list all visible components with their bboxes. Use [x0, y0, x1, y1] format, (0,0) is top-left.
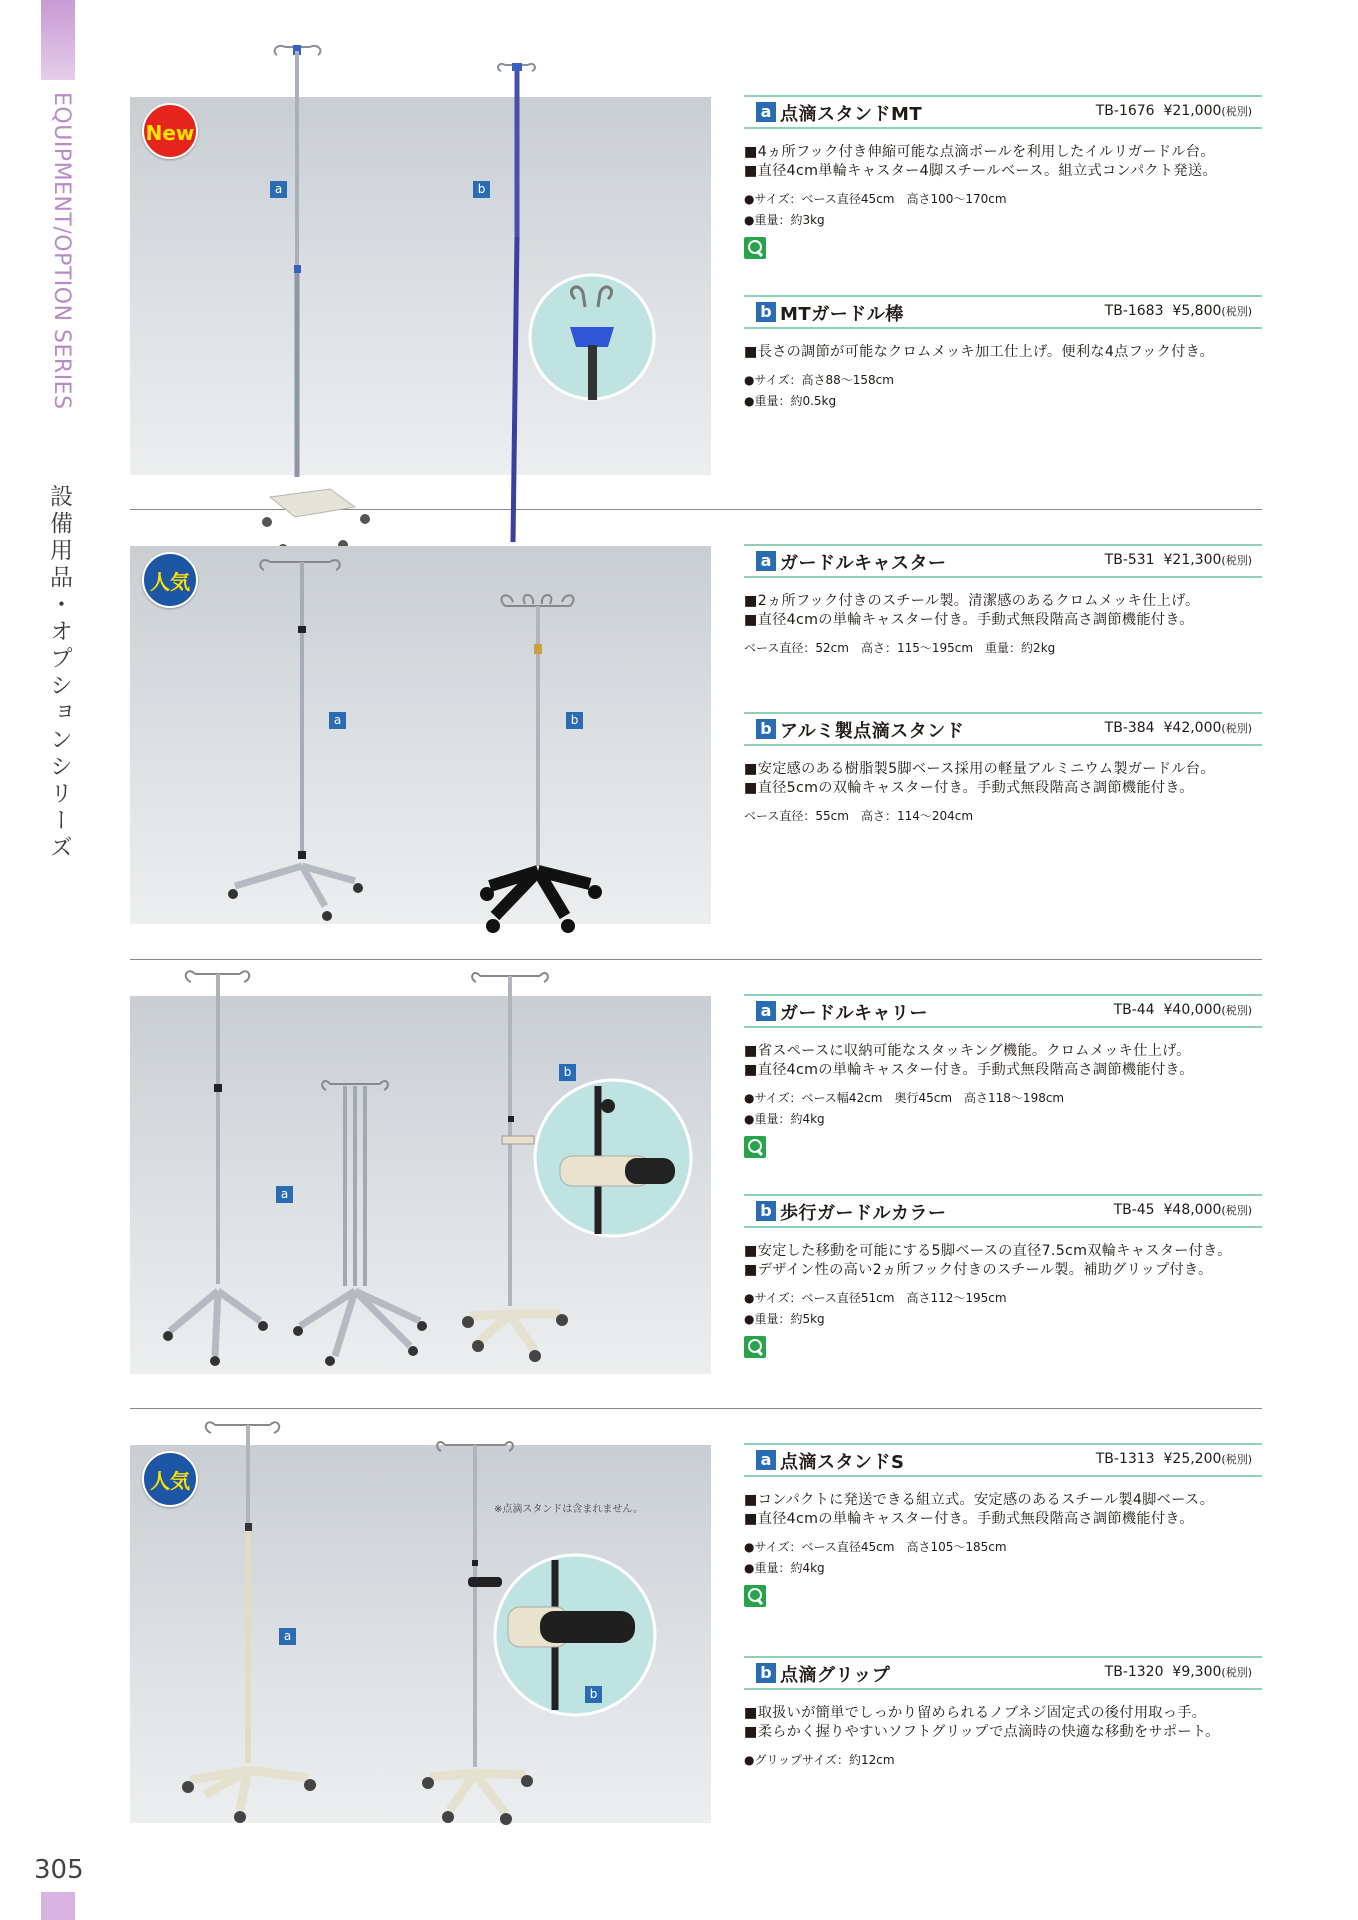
product-letter: b: [756, 719, 776, 739]
spec-line: ●サイズ：ベース直径45cm 高さ105～185cm: [744, 1540, 1007, 1554]
product-photo-iv-stand-mt: [130, 97, 711, 475]
product-header: [744, 1443, 1262, 1477]
product-letter: a: [756, 551, 776, 571]
popular-badge: 人気: [142, 552, 198, 608]
product-letter: a: [756, 1450, 776, 1470]
product-photo-iv-stand-s: [130, 1445, 711, 1823]
product-specs: [744, 1288, 1262, 1330]
product-code-price: [1105, 1664, 1252, 1680]
product-price: ¥48,000: [1163, 1202, 1222, 1218]
product-code: TB-1676: [1095, 103, 1155, 119]
product-b-iv-grip: [744, 1656, 1262, 1771]
product-description: [744, 760, 1262, 798]
photo-note: ※点滴スタンドは含まれません。: [494, 1504, 643, 1515]
product-name: MTガードル棒: [780, 304, 904, 325]
spec-line: ●サイズ：ベース直径45cm 高さ100～170cm: [744, 192, 1007, 206]
product-description: [744, 143, 1262, 181]
product-name: 点滴スタンドMT: [780, 104, 923, 125]
sidebar-accent-bar-bottom: [41, 1892, 75, 1920]
photo-label-b: b: [559, 1064, 576, 1081]
spec-line: ●グリップサイズ：約12cm: [744, 1753, 895, 1767]
product-specs: [744, 638, 1262, 659]
spec-line: ●重量：約3kg: [744, 213, 825, 227]
photo-label-a: a: [276, 1186, 293, 1203]
product-description: [744, 1242, 1262, 1280]
product-header: [744, 544, 1262, 578]
product-description: [744, 343, 1262, 362]
description-line: ■柔らかく握りやすいソフトグリップで点滴時の快適な移動をサポート。: [744, 1724, 1220, 1740]
product-specs: [744, 189, 1262, 231]
product-code: TB-1320: [1104, 1664, 1164, 1680]
product-code-price: [1096, 1451, 1252, 1467]
iv-stand-s-illustration: [130, 1385, 711, 1823]
product-a-iv-stand-mt: [744, 95, 1262, 259]
product-b-mt-girdle-rod: [744, 295, 1262, 412]
product-description: [744, 1491, 1262, 1529]
product-a-iv-stand-s: [744, 1443, 1262, 1607]
product-name: 点滴グリップ: [780, 1665, 891, 1686]
new-badge: New: [142, 103, 198, 159]
spec-line: ベース直径：55cm 高さ：114～204cm: [744, 809, 974, 823]
product-price: ¥9,300: [1172, 1664, 1222, 1680]
photo-label-a: a: [270, 181, 287, 198]
page-number: 305: [34, 1855, 84, 1885]
product-specs: [744, 806, 1262, 827]
description-line: ■取扱いが簡単でしっかり留められるノブネジ固定式の後付用取っ手。: [744, 1705, 1207, 1721]
product-specs: [744, 1088, 1262, 1130]
product-description: [744, 1704, 1262, 1742]
product-code-price: [1114, 1202, 1252, 1218]
photo-label-a: a: [279, 1628, 296, 1645]
zoom-icon[interactable]: [744, 1136, 766, 1158]
product-header: [744, 95, 1262, 129]
tax-note: (税別): [1221, 1204, 1252, 1217]
product-name: ガードルキャリー: [780, 1003, 928, 1024]
zoom-icon[interactable]: [744, 237, 766, 259]
product-price: ¥40,000: [1163, 1002, 1222, 1018]
description-line: ■2ヵ所フック付きのスチール製。清潔感のあるクロムメッキ仕上げ。: [744, 593, 1200, 609]
product-photo-girdle-caster: [130, 546, 711, 924]
spec-line: ●サイズ：ベース幅42cm 奥行45cm 高さ118～198cm: [744, 1091, 1065, 1105]
description-line: ■直径4cmの単輪キャスター付き。手動式無段階高さ調節機能付き。: [744, 1511, 1194, 1527]
product-name: ガードルキャスター: [780, 553, 947, 574]
product-name: 点滴スタンドS: [780, 1452, 905, 1473]
spec-line: ●重量：約4kg: [744, 1561, 825, 1575]
product-code: TB-44: [1113, 1002, 1155, 1018]
product-description: [744, 592, 1262, 630]
product-a-girdle-caster: [744, 544, 1262, 659]
tax-note: (税別): [1221, 722, 1252, 735]
product-code: TB-384: [1104, 720, 1155, 736]
product-header: [744, 994, 1262, 1028]
product-code-price: [1096, 103, 1252, 119]
product-b-aluminum-iv-stand: [744, 712, 1262, 827]
product-letter: a: [756, 102, 776, 122]
spec-line: ●重量：約4kg: [744, 1112, 825, 1126]
product-code-price: [1105, 720, 1252, 736]
spec-line: ●重量：約0.5kg: [744, 394, 837, 408]
photo-label-b: b: [585, 1686, 602, 1703]
tax-note: (税別): [1221, 1453, 1252, 1466]
product-description: [744, 1042, 1262, 1080]
description-line: ■安定した移動を可能にする5脚ベースの直径7.5cm双輪キャスター付き。: [744, 1243, 1232, 1259]
product-code: TB-45: [1113, 1202, 1155, 1218]
product-code-price: [1105, 552, 1252, 568]
product-price: ¥25,200: [1163, 1451, 1222, 1467]
girdle-caster-illustration: [130, 486, 711, 924]
zoom-icon[interactable]: [744, 1585, 766, 1607]
zoom-icon[interactable]: [744, 1336, 766, 1358]
description-line: ■省スペースに収納可能なスタッキング機能。クロムメッキ仕上げ。: [744, 1043, 1191, 1059]
tax-note: (税別): [1221, 105, 1252, 118]
description-line: ■コンパクトに発送できる組立式。安定感のあるスチール製4脚ベース。: [744, 1492, 1215, 1508]
product-code-price: [1105, 303, 1252, 319]
product-header: [744, 1194, 1262, 1228]
photo-label-a: a: [329, 712, 346, 729]
tax-note: (税別): [1221, 1004, 1252, 1017]
product-name: 歩行ガードルカラー: [780, 1203, 947, 1224]
product-code-price: [1114, 1002, 1252, 1018]
iv-stand-illustration: [130, 37, 711, 475]
product-price: ¥42,000: [1163, 720, 1222, 736]
description-line: ■安定感のある樹脂製5脚ベース採用の軽量アルミニウム製ガードル台。: [744, 761, 1215, 777]
product-b-walking-girdle-color: [744, 1194, 1262, 1358]
description-line: ■長さの調節が可能なクロムメッキ加工仕上げ。便利な4点フック付き。: [744, 344, 1215, 360]
product-letter: b: [756, 1201, 776, 1221]
description-line: ■デザイン性の高い2ヵ所フック付きのスチール製。補助グリップ付き。: [744, 1262, 1213, 1278]
photo-label-b: b: [566, 712, 583, 729]
product-letter: a: [756, 1001, 776, 1021]
description-line: ■直径4cmの単輪キャスター付き。手動式無段階高さ調節機能付き。: [744, 612, 1194, 628]
spec-line: ●サイズ：高さ88～158cm: [744, 373, 894, 387]
spec-line: ●重量：約5kg: [744, 1312, 825, 1326]
product-code: TB-1313: [1095, 1451, 1155, 1467]
product-header: [744, 1656, 1262, 1690]
spec-line: ベース直径：52cm 高さ：115～195cm 重量：約2kg: [744, 641, 1056, 655]
product-letter: b: [756, 302, 776, 322]
product-specs: [744, 1750, 1262, 1771]
product-code: TB-531: [1104, 552, 1155, 568]
product-price: ¥21,000: [1163, 103, 1222, 119]
description-line: ■直径5cmの双輪キャスター付き。手動式無段階高さ調節機能付き。: [744, 780, 1194, 796]
product-letter: b: [756, 1663, 776, 1683]
girdle-carry-illustration: [130, 936, 711, 1374]
product-header: [744, 712, 1262, 746]
tax-note: (税別): [1221, 554, 1252, 567]
sidebar-series-english: EQUIPMENT/OPTION SERIES: [49, 92, 74, 410]
popular-badge: 人気: [142, 1451, 198, 1507]
sidebar-accent-bar: [41, 0, 75, 80]
description-line: ■4ヵ所フック付き伸縮可能な点滴ポールを利用したイルリガードル台。: [744, 144, 1215, 160]
product-a-girdle-carry: [744, 994, 1262, 1158]
sidebar-series-japanese: 設備用品・オプションシリーズ: [46, 484, 72, 862]
tax-note: (税別): [1221, 305, 1252, 318]
photo-label-b: b: [473, 181, 490, 198]
product-specs: [744, 1537, 1262, 1579]
product-specs: [744, 370, 1262, 412]
spec-line: ●サイズ：ベース直径51cm 高さ112～195cm: [744, 1291, 1007, 1305]
product-photo-girdle-carry: [130, 996, 711, 1374]
tax-note: (税別): [1221, 1666, 1252, 1679]
product-price: ¥5,800: [1172, 303, 1222, 319]
product-name: アルミ製点滴スタンド: [780, 721, 965, 742]
product-header: [744, 295, 1262, 329]
description-line: ■直径4cm単輪キャスター4脚スチールベース。組立式コンパクト発送。: [744, 163, 1217, 179]
product-price: ¥21,300: [1163, 552, 1222, 568]
product-code: TB-1683: [1104, 303, 1164, 319]
description-line: ■直径4cmの単輪キャスター付き。手動式無段階高さ調節機能付き。: [744, 1062, 1194, 1078]
